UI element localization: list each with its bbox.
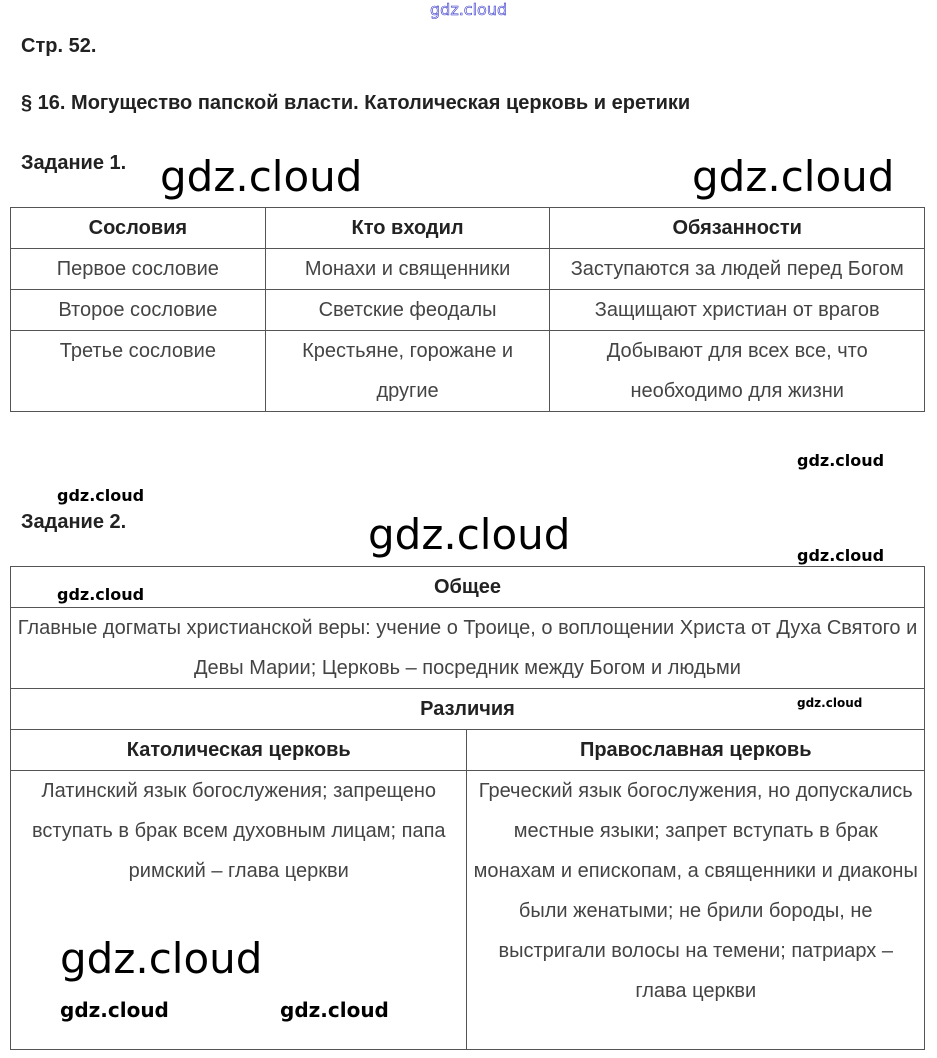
column-header: Обязанности — [550, 208, 925, 249]
watermark: gdz.cloud — [430, 0, 508, 19]
cell: Второе сословие — [11, 290, 266, 331]
table-row — [11, 331, 925, 412]
watermark: gdz.cloud — [368, 510, 571, 559]
table-row — [11, 290, 925, 331]
watermark: gdz.cloud — [60, 934, 263, 983]
cell: Третье сословие — [11, 331, 266, 412]
table-header-row — [11, 208, 925, 249]
cell: Светские феодалы — [265, 290, 550, 331]
watermark: gdz.cloud — [692, 152, 895, 201]
task2-title: Задание 2. — [21, 511, 127, 533]
cell: Крестьяне, горожане и другие — [265, 331, 550, 412]
cell: Монахи и священники — [265, 249, 550, 290]
catholic-text: Латинский язык богослужения; запрещено вступать в брак всем духовным лицам; папа римский – глава церкви — [11, 771, 467, 1050]
watermark: gdz.cloud — [160, 152, 363, 201]
common-header: Общее — [11, 567, 925, 608]
column-header: Сословия — [11, 208, 266, 249]
orthodox-text: Греческий язык богослужения, но допускались местные языки; запрет вступать в брак монахам и епископам, а священники и диаконы были женатыми; не брили бороды, не выстригали волосы на темени; патриарх – глава церкви — [467, 771, 925, 1050]
estates-table — [10, 207, 925, 412]
orthodox-header: Православная церковь — [467, 730, 925, 771]
table-row — [11, 249, 925, 290]
cell: Добывают для всех все, что необходимо для жизни — [550, 331, 925, 412]
section-title: § 16. Могущество папской власти. Католическая церковь и еретики — [21, 92, 691, 114]
cell: Первое сословие — [11, 249, 266, 290]
cell: Заступаются за людей перед Богом — [550, 249, 925, 290]
column-header: Кто входил — [265, 208, 550, 249]
watermark: gdz.cloud — [797, 546, 885, 565]
watermark: gdz.cloud — [797, 451, 885, 470]
watermark: gdz.cloud — [797, 696, 863, 710]
differences-header: Различия — [11, 689, 925, 730]
task1-title: Задание 1. — [21, 152, 127, 174]
catholic-header: Католическая церковь — [11, 730, 467, 771]
page-reference: Стр. 52. — [21, 35, 97, 57]
watermark: gdz.cloud — [280, 998, 389, 1022]
watermark: gdz.cloud — [60, 998, 169, 1022]
cell: Защищают христиан от врагов — [550, 290, 925, 331]
watermark: gdz.cloud — [57, 585, 145, 604]
common-text: Главные догматы христианской веры: учение о Троице, о воплощении Христа от Духа Святого и Девы Марии; Церковь – посредник между Богом и людьми — [11, 608, 925, 689]
watermark: gdz.cloud — [57, 486, 145, 505]
